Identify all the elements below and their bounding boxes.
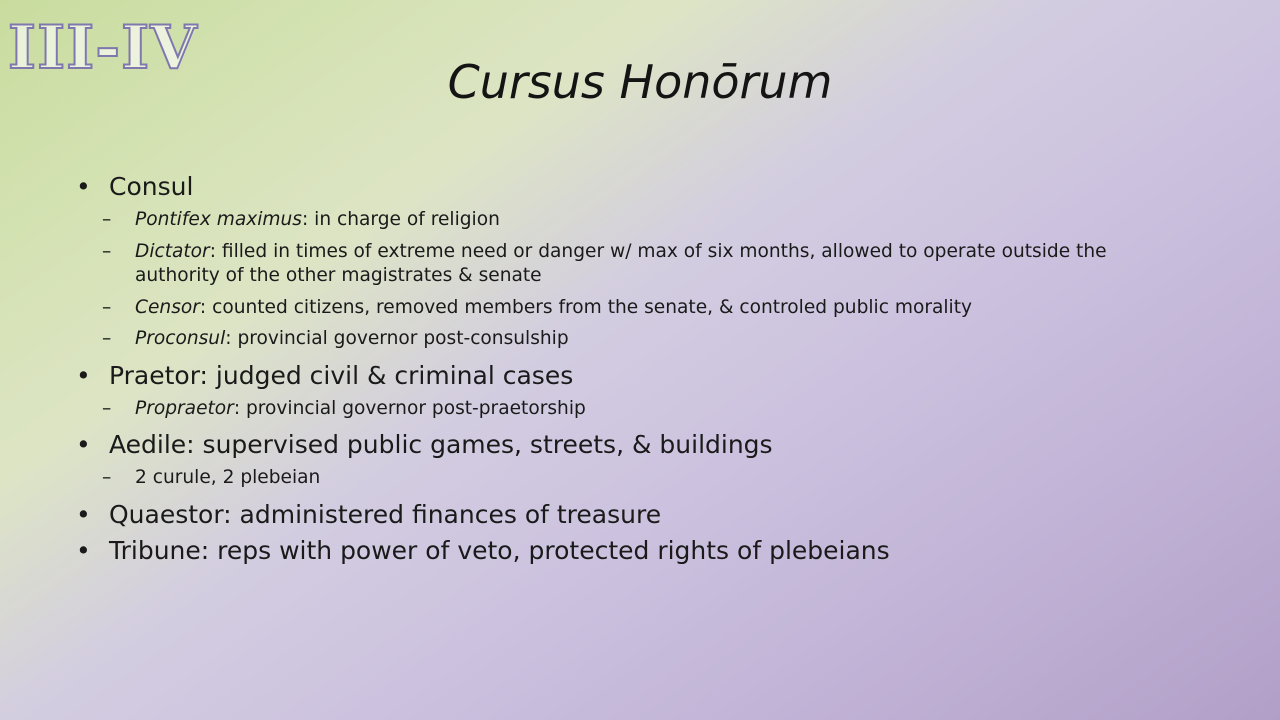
sub-text: : provincial governor post-consulship xyxy=(225,328,569,349)
sub-item-dictator xyxy=(102,240,1196,289)
bullet-icon: • xyxy=(76,535,91,565)
sub-term: Censor xyxy=(135,296,200,318)
sub-text: : counted citizens, removed members from the senate, & controled public morality xyxy=(199,296,972,318)
sub-text: : filled in times of extreme need or danger w/ max of six months, allowed to operate outside the authority of the other magistrates & senate xyxy=(135,240,1107,286)
sub-text: : provincial governor post-praetorship xyxy=(233,397,586,419)
dash-icon: – xyxy=(102,328,112,349)
slide-title: Cursus Honōrum xyxy=(447,55,833,109)
sub-list xyxy=(102,466,1196,491)
bullet-icon: • xyxy=(76,360,91,390)
section-badge: III-IV xyxy=(8,13,198,83)
bullet-icon: • xyxy=(76,172,91,201)
sub-item-censor xyxy=(102,296,1196,321)
sub-term: Proconsul xyxy=(135,328,226,349)
dash-icon: – xyxy=(102,296,112,318)
sub-list xyxy=(102,397,1196,422)
bullet-list xyxy=(76,168,1196,568)
dash-icon: – xyxy=(102,397,112,419)
bullet-item-tribune xyxy=(76,534,1196,568)
sub-term: Pontifex maximus xyxy=(135,209,302,230)
dash-icon: – xyxy=(102,467,112,488)
sub-text: : in charge of religion xyxy=(302,209,500,230)
sub-text: 2 curule, 2 plebeian xyxy=(135,467,321,488)
bullet-item-quaestor xyxy=(76,498,1196,532)
sub-term: Dictator xyxy=(135,240,210,262)
bullet-item-praetor xyxy=(76,359,1196,422)
bullet-icon: • xyxy=(76,499,91,529)
bullet-item-consul xyxy=(76,170,1196,352)
sub-list xyxy=(102,208,1196,352)
dash-icon: – xyxy=(102,209,112,230)
bullet-text: Aedile: supervised public games, streets, & buildings xyxy=(109,430,773,459)
bullet-text: Consul xyxy=(109,172,194,201)
sub-item-propraetor xyxy=(102,397,1196,422)
bullet-text: Praetor: judged civil & criminal cases xyxy=(109,360,574,390)
bullet-item-aedile xyxy=(76,428,1196,491)
bullet-text: Tribune: reps with power of veto, protected rights of plebeians xyxy=(109,535,890,565)
bullet-icon: • xyxy=(76,430,91,459)
sub-item-proconsul xyxy=(102,327,1196,352)
bullet-text: Quaestor: administered finances of treasure xyxy=(109,499,662,529)
sub-item-curule-plebeian xyxy=(102,466,1196,491)
sub-item-pontifex-maximus xyxy=(102,208,1196,233)
sub-term: Propraetor xyxy=(135,397,234,419)
dash-icon: – xyxy=(102,240,112,262)
